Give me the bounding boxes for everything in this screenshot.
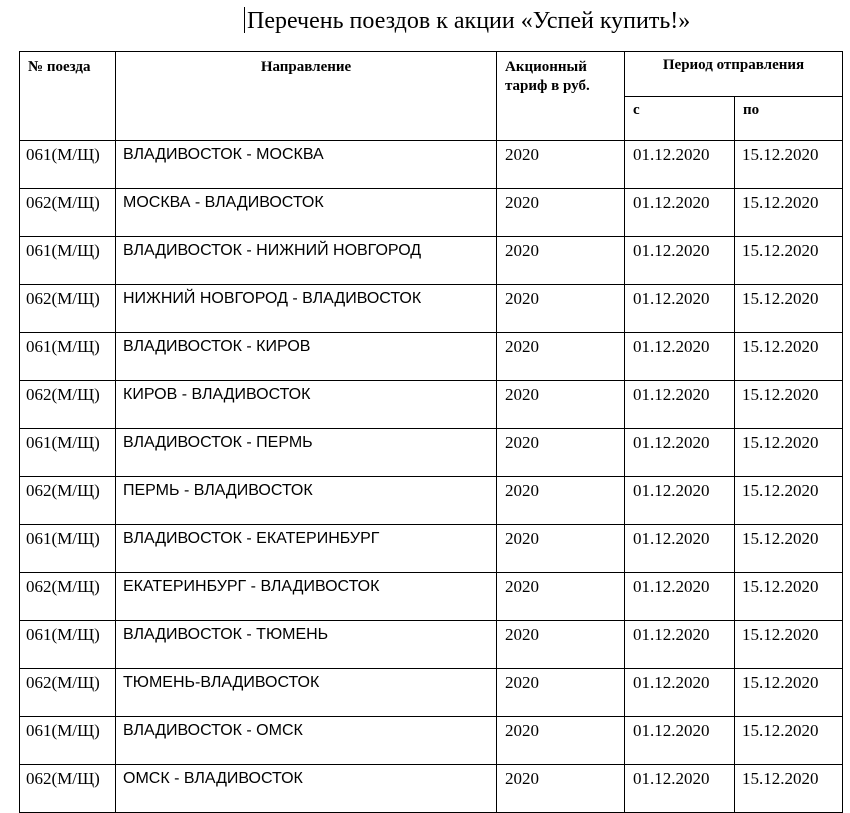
header-tariff: Акционный тариф в руб.	[497, 52, 625, 141]
table-row	[20, 381, 843, 429]
cell-tariff: 2020	[497, 285, 625, 333]
cell-train-no: 062(М/Щ)	[20, 765, 116, 813]
cell-direction: ВЛАДИВОСТОК - НИЖНИЙ НОВГОРОД	[116, 237, 497, 285]
cell-period-to: 15.12.2020	[735, 141, 843, 189]
cell-period-to: 15.12.2020	[735, 621, 843, 669]
cell-train-no: 062(М/Щ)	[20, 189, 116, 237]
table-row	[20, 333, 843, 381]
cell-train-no: 062(М/Щ)	[20, 477, 116, 525]
cell-direction: НИЖНИЙ НОВГОРОД - ВЛАДИВОСТОК	[116, 285, 497, 333]
header-train-no: № поезда	[20, 52, 116, 141]
table-row	[20, 525, 843, 573]
cell-direction: МОСКВА - ВЛАДИВОСТОК	[116, 189, 497, 237]
cell-tariff: 2020	[497, 237, 625, 285]
cell-period-from: 01.12.2020	[625, 669, 735, 717]
cell-period-to: 15.12.2020	[735, 333, 843, 381]
table-row	[20, 669, 843, 717]
trains-table	[19, 51, 843, 813]
cell-direction: ПЕРМЬ - ВЛАДИВОСТОК	[116, 477, 497, 525]
cell-tariff: 2020	[497, 429, 625, 477]
cell-direction: ВЛАДИВОСТОК - КИРОВ	[116, 333, 497, 381]
cell-period-from: 01.12.2020	[625, 429, 735, 477]
cell-period-to: 15.12.2020	[735, 477, 843, 525]
cell-tariff: 2020	[497, 573, 625, 621]
cell-tariff: 2020	[497, 765, 625, 813]
table-row	[20, 765, 843, 813]
cell-period-from: 01.12.2020	[625, 573, 735, 621]
cell-period-to: 15.12.2020	[735, 189, 843, 237]
cell-train-no: 061(М/Щ)	[20, 237, 116, 285]
cell-tariff: 2020	[497, 333, 625, 381]
page-title	[244, 6, 690, 36]
cell-train-no: 061(М/Щ)	[20, 621, 116, 669]
cell-train-no: 062(М/Щ)	[20, 381, 116, 429]
cell-tariff: 2020	[497, 525, 625, 573]
table-row	[20, 621, 843, 669]
cell-period-from: 01.12.2020	[625, 381, 735, 429]
cell-period-from: 01.12.2020	[625, 237, 735, 285]
table-row	[20, 141, 843, 189]
cell-period-from: 01.12.2020	[625, 765, 735, 813]
cell-tariff: 2020	[497, 621, 625, 669]
cell-period-from: 01.12.2020	[625, 141, 735, 189]
cell-period-from: 01.12.2020	[625, 717, 735, 765]
cell-direction: КИРОВ - ВЛАДИВОСТОК	[116, 381, 497, 429]
cell-train-no: 062(М/Щ)	[20, 573, 116, 621]
cell-tariff: 2020	[497, 717, 625, 765]
cell-period-from: 01.12.2020	[625, 525, 735, 573]
cell-tariff: 2020	[497, 669, 625, 717]
table-row	[20, 717, 843, 765]
cell-period-from: 01.12.2020	[625, 621, 735, 669]
header-direction: Направление	[116, 52, 497, 141]
cell-period-to: 15.12.2020	[735, 429, 843, 477]
page-title-text: Перечень поездов к акции «Успей купить!»	[247, 8, 691, 34]
cell-train-no: 062(М/Щ)	[20, 285, 116, 333]
cell-period-to: 15.12.2020	[735, 381, 843, 429]
cell-direction: ЕКАТЕРИНБУРГ - ВЛАДИВОСТОК	[116, 573, 497, 621]
table-body	[20, 141, 843, 813]
table-row	[20, 237, 843, 285]
cell-tariff: 2020	[497, 141, 625, 189]
cell-period-to: 15.12.2020	[735, 525, 843, 573]
table-header	[20, 52, 843, 141]
cell-period-to: 15.12.2020	[735, 717, 843, 765]
cell-period-to: 15.12.2020	[735, 765, 843, 813]
cell-direction: ОМСК - ВЛАДИВОСТОК	[116, 765, 497, 813]
text-cursor	[244, 7, 245, 33]
table-row	[20, 429, 843, 477]
header-to: по	[735, 97, 843, 141]
cell-period-from: 01.12.2020	[625, 477, 735, 525]
cell-train-no: 061(М/Щ)	[20, 717, 116, 765]
cell-direction: ВЛАДИВОСТОК - МОСКВА	[116, 141, 497, 189]
cell-direction: ВЛАДИВОСТОК - ОМСК	[116, 717, 497, 765]
cell-train-no: 062(М/Щ)	[20, 669, 116, 717]
cell-period-to: 15.12.2020	[735, 237, 843, 285]
cell-direction: ВЛАДИВОСТОК - ЕКАТЕРИНБУРГ	[116, 525, 497, 573]
cell-train-no: 061(М/Щ)	[20, 333, 116, 381]
cell-period-to: 15.12.2020	[735, 573, 843, 621]
table-row	[20, 573, 843, 621]
cell-period-from: 01.12.2020	[625, 189, 735, 237]
cell-period-from: 01.12.2020	[625, 333, 735, 381]
table-row	[20, 189, 843, 237]
table-row	[20, 285, 843, 333]
cell-tariff: 2020	[497, 381, 625, 429]
cell-period-to: 15.12.2020	[735, 285, 843, 333]
cell-train-no: 061(М/Щ)	[20, 429, 116, 477]
cell-period-from: 01.12.2020	[625, 285, 735, 333]
cell-train-no: 061(М/Щ)	[20, 525, 116, 573]
cell-period-to: 15.12.2020	[735, 669, 843, 717]
cell-direction: ВЛАДИВОСТОК - ТЮМЕНЬ	[116, 621, 497, 669]
cell-train-no: 061(М/Щ)	[20, 141, 116, 189]
cell-tariff: 2020	[497, 477, 625, 525]
header-from: с	[625, 97, 735, 141]
header-period: Период отправления	[625, 52, 843, 97]
cell-direction: ТЮМЕНЬ-ВЛАДИВОСТОК	[116, 669, 497, 717]
table-row	[20, 477, 843, 525]
cell-tariff: 2020	[497, 189, 625, 237]
cell-direction: ВЛАДИВОСТОК - ПЕРМЬ	[116, 429, 497, 477]
